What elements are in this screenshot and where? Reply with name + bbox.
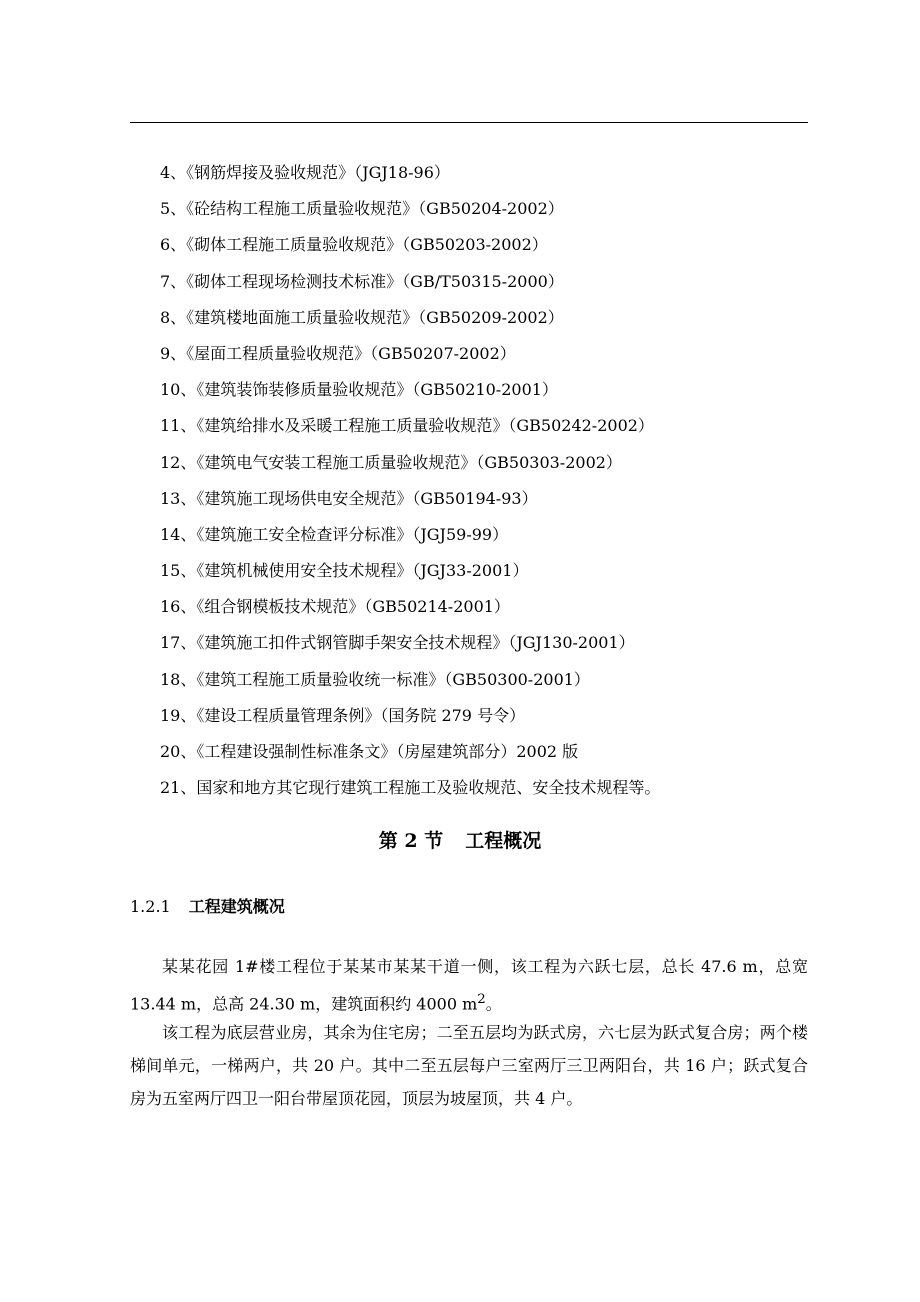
reference-item: 21、国家和地方其它现行建筑工程施工及验收规范、安全技术规程等。	[160, 778, 661, 798]
reference-item: 5、《砼结构工程施工质量验收规范》（GB50204-2002）	[160, 199, 564, 219]
reference-item: 9、《屋面工程质量验收规范》（GB50207-2002）	[160, 343, 516, 363]
paragraph-overview	[130, 950, 808, 1020]
reference-item: 8、《建筑楼地面施工质量验收规范》（GB50209-2002）	[160, 307, 564, 327]
paragraph-end: 。	[485, 994, 502, 1014]
reference-item: 14、《建筑施工安全检查评分标准》（JGJ59-99）	[160, 524, 509, 544]
subsection-number: 1.2.1	[130, 897, 171, 916]
subsection-heading	[130, 890, 285, 924]
reference-item: 17、《建筑施工扣件式钢管脚手架安全技术规程》（JGJ130-2001）	[160, 633, 635, 653]
reference-item: 19、《建设工程质量管理条例》（国务院 279 号令）	[160, 705, 526, 725]
reference-item: 16、《组合钢模板技术规范》（GB50214-2001）	[160, 597, 510, 617]
reference-item: 6、《砌体工程施工质量验收规范》（GB50203-2002）	[160, 235, 548, 255]
paragraph-text: 某某花园 1#楼工程位于某某市某某干道一侧，该工程为六跃七层，总长 47.6 m，总宽 13.44 m，总高 24.30 m，建筑面积约 4000 m	[130, 957, 808, 1014]
reference-item: 13、《建筑施工现场供电安全规范》（GB50194-93）	[160, 488, 538, 508]
reference-item: 11、《建筑给排水及采暖工程施工质量验收规范》（GB50242-2002）	[160, 416, 654, 436]
paragraph-layout: 该工程为底层营业房，其余为住宅房；二至五层均为跃式房，六七层为跃式复合房；两个楼梯间单元，一梯两户，共 20 户。其中二至五层每户三室两厅三卫两阳台，共 16 户；跃式复合房为五室两厅四卫一阳台带屋顶花园，顶层为坡屋顶，共 4 户。	[130, 1023, 808, 1108]
reference-item: 18、《建筑工程施工质量验收统一标准》（GB50300-2001）	[160, 669, 590, 689]
area-unit-superscript: 2	[477, 992, 486, 1007]
section-title: 工程概况	[465, 830, 542, 852]
reference-item: 7、《砌体工程现场检测技术标准》（GB/T50315-2000）	[160, 271, 564, 291]
reference-item: 10、《建筑装饰装修质量验收规范》（GB50210-2001）	[160, 380, 558, 400]
reference-item: 4、《钢筋焊接及验收规范》（JGJ18-96）	[160, 163, 450, 182]
reference-item: 15、《建筑机械使用安全技术规程》（JGJ33-2001）	[160, 561, 529, 581]
subsection-title: 工程建筑概况	[188, 897, 285, 916]
section-heading	[0, 823, 920, 859]
header-rule	[130, 122, 808, 123]
reference-item: 12、《建筑电气安装工程施工质量验收规范》（GB50303-2002）	[160, 452, 622, 472]
reference-item: 20、《工程建设强制性标准条文》（房屋建筑部分）2002 版	[160, 742, 579, 761]
section-number: 第 2 节	[378, 830, 444, 852]
reference-list	[160, 155, 660, 806]
